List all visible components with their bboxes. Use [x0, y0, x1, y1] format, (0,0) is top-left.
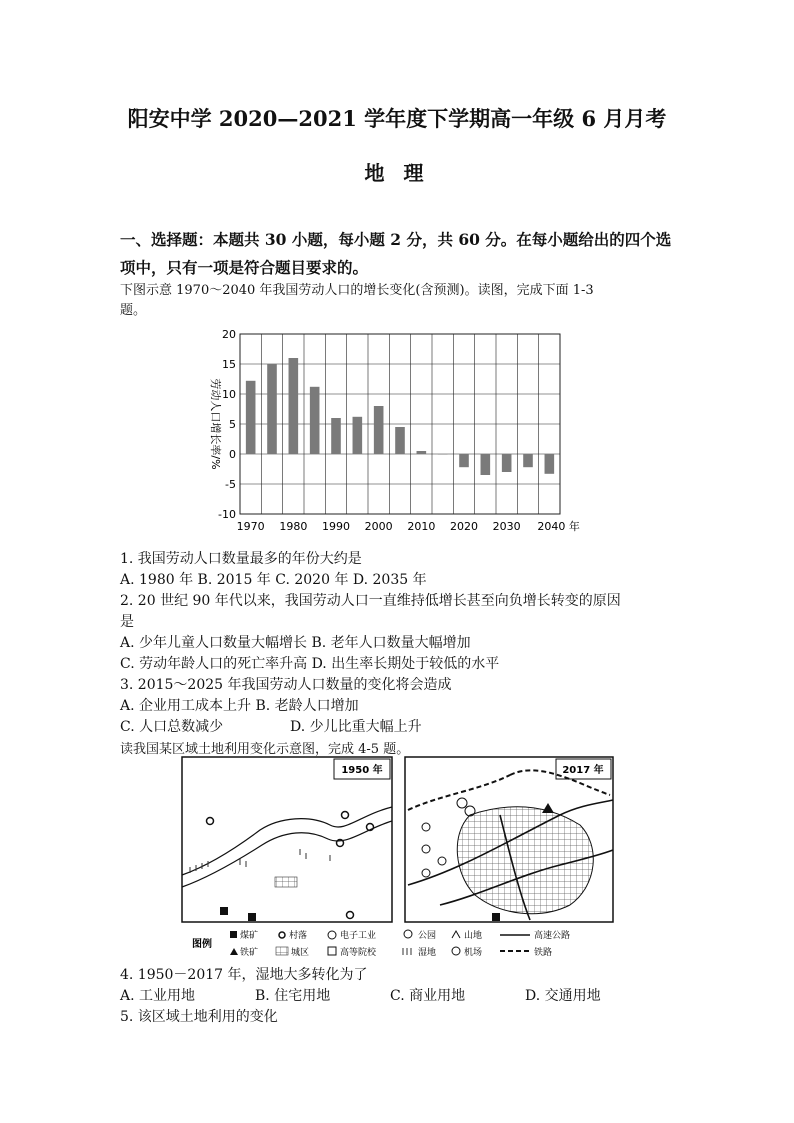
y-tick-label: 15 [222, 358, 236, 371]
y-axis-label: 劳动人口增长率/% [209, 378, 222, 470]
question-3: 3. 2015～2025 年我国劳动人口数量的变化将会造成 [120, 677, 452, 693]
legend-airport: 机场 [464, 948, 483, 958]
bar-1995 [353, 417, 363, 454]
x-tick-label: 2020 [450, 520, 478, 533]
chart-intro-line2: 题。 [120, 303, 147, 318]
map-1950 [182, 757, 392, 922]
x-tick-label: 1990 [322, 520, 350, 533]
bar-1980 [289, 358, 299, 454]
x-tick-label: 2030 [492, 520, 521, 533]
urban-icon [276, 947, 288, 955]
bar-1970 [246, 381, 256, 454]
legend-coal: 煤矿 [240, 931, 259, 941]
y-tick-label: 0 [229, 448, 236, 461]
question-1-options: A. 1980 年 B. 2015 年 C. 2020 年 D. 2035 年 [120, 572, 427, 588]
map-intro: 读我国某区域土地利用变化示意图，完成 4-5 题。 [120, 742, 410, 757]
bar-2005 [395, 427, 405, 454]
question-4-option-b: B. 住宅用地 [255, 988, 331, 1004]
park-icon [404, 930, 412, 938]
question-3-options-ab: A. 企业用工成本上升 B. 老龄人口增加 [120, 698, 359, 714]
wetland-icon [403, 948, 411, 955]
village-icon [279, 932, 285, 938]
bar-2015 [438, 454, 448, 455]
bar-2000 [374, 406, 384, 454]
iron-icon [230, 948, 238, 955]
bar-2030 [502, 454, 512, 472]
legend-highway: 高速公路 [534, 931, 571, 941]
x-tick-label: 2000 [364, 520, 393, 533]
legend-iron: 铁矿 [240, 948, 259, 958]
x-tick-label: 2010 [407, 520, 436, 533]
question-4-option-a: A. 工业用地 [120, 988, 196, 1004]
legend-college: 高等院校 [340, 948, 377, 958]
exam-title: 阳安中学 2020—2021 学年度下学期高一年级 6 月月考 [127, 106, 667, 131]
electronics-icon [328, 931, 336, 939]
question-1: 1. 我国劳动人口数量最多的年份大约是 [120, 551, 362, 567]
y-tick-label: 20 [222, 328, 236, 341]
question-2-options-ab: A. 少年儿童人口数量大幅增长 B. 老年人口数量大幅增加 [120, 635, 471, 651]
legend-title: 图例 [192, 939, 212, 950]
y-tick-label: -5 [225, 478, 236, 491]
legend-electronics: 电子工业 [340, 931, 377, 941]
bar-2020 [459, 454, 469, 467]
section-heading-line1: 一、选择题：本题共 30 小题，每小题 2 分，共 60 分。在每小题给出的四个选 [120, 230, 672, 249]
question-4-option-c: C. 商业用地 [390, 988, 466, 1004]
coal-icon [230, 931, 237, 938]
legend-wetland: 湿地 [418, 948, 437, 958]
bar-2035 [523, 454, 533, 467]
map-legend [190, 928, 610, 962]
x-tick-label: 1970 [236, 520, 265, 533]
bar-2040 [545, 454, 555, 474]
bar-1985 [310, 387, 320, 454]
bar-2010 [417, 451, 427, 454]
question-3-option-c: C. 人口总数减少 [120, 719, 224, 735]
question-2: 2. 20 世纪 90 年代以来，我国劳动人口一直维持低增长甚至向负增长转变的原因 [120, 593, 621, 609]
legend-mountain: 山地 [464, 931, 483, 941]
y-tick-label: 10 [222, 388, 236, 401]
airport-icon [452, 947, 460, 955]
subject-title: 地 理 [364, 161, 430, 185]
y-tick-label: -10 [218, 508, 236, 521]
legend-urban: 城区 [291, 948, 310, 958]
legend-railway: 铁路 [534, 948, 553, 958]
section-heading-line2: 项中，只有一项是符合题目要求的。 [120, 258, 369, 277]
question-4-option-d: D. 交通用地 [525, 988, 601, 1004]
map-2017 [405, 757, 613, 922]
x-tick-label: 1980 [279, 520, 308, 533]
legend-village: 村落 [289, 931, 308, 941]
bar-1990 [331, 418, 341, 454]
x-tick-label: 2040 年 [537, 520, 580, 533]
map-2017-label: 2017 年 [562, 765, 604, 776]
question-2-options-cd: C. 劳动年龄人口的死亡率升高 D. 出生率长期处于较低的水平 [120, 656, 500, 672]
college-icon [328, 947, 336, 955]
bar-2025 [481, 454, 491, 475]
question-2-cont: 是 [120, 614, 134, 630]
mountain-icon [452, 931, 460, 938]
question-5: 5. 该区域土地利用的变化 [120, 1009, 278, 1025]
question-3-option-d: D. 少儿比重大幅上升 [290, 719, 422, 735]
question-4: 4. 1950－2017 年，湿地大多转化为了 [120, 967, 368, 983]
chart-intro-line1: 下图示意 1970～2040 年我国劳动人口的增长变化(含预测)。读图，完成下面 1-3 [120, 283, 594, 298]
map-1950-label: 1950 年 [341, 765, 383, 776]
y-tick-label: 5 [229, 418, 236, 431]
labor-growth-chart [200, 325, 595, 540]
legend-park: 公园 [418, 931, 437, 941]
bar-1975 [267, 364, 277, 454]
